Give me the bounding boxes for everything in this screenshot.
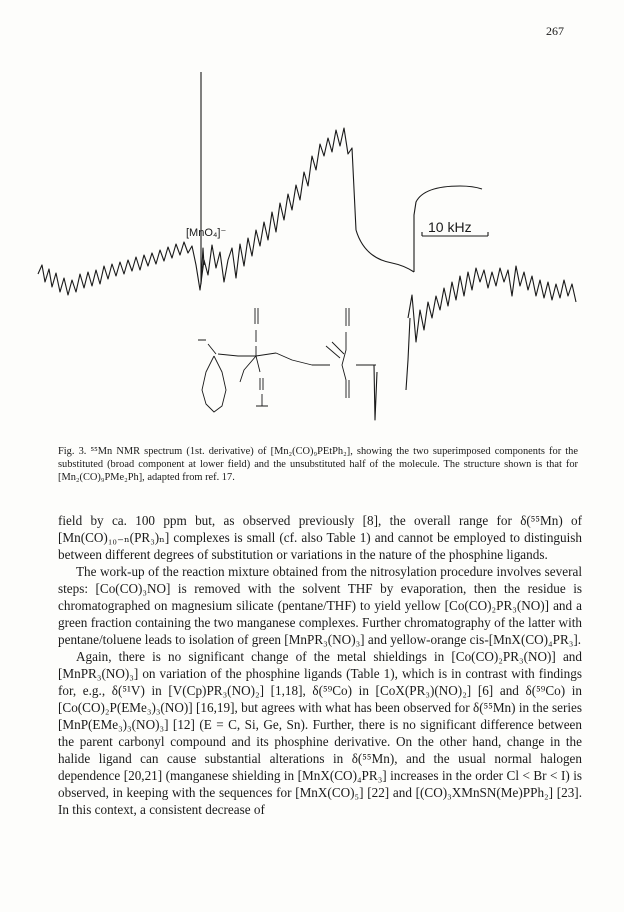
scale-label: 10 kHz — [428, 219, 472, 235]
molecular-structure-drawing — [198, 308, 376, 412]
mno4-reference-peak — [201, 72, 204, 284]
mno4-label: [MnO₄]⁻ — [186, 227, 227, 239]
broad-component-trace — [38, 128, 356, 295]
nmr-spectrum-figure — [30, 60, 586, 438]
right-baseline-trace — [408, 266, 576, 342]
nmr-spectrum-plot — [30, 60, 586, 438]
body-paragraph: The work-up of the reaction mixture obtained from the nitrosylation procedure involves several steps: [Co(CO)₃NO] is removed with the solvent THF by evaporation, then the residue is chromatographed on magnesium silicate (pentane/THF) to yield yellow [Co(CO)₂PR₃(NO)] and a green fraction containing the two manganese complexes. Further chromatography of the latter with pentane/toluene leads to isolation of green [MnPR₃(NO)₃] and yellow-orange cis-[MnX(CO)₄PR₃]. — [58, 564, 582, 647]
sharp-component-trace-lower — [374, 365, 377, 420]
page-number: 267 — [546, 24, 564, 38]
right-lower-tail — [406, 318, 410, 390]
figure-caption: Fig. 3. ⁵⁵Mn NMR spectrum (1st. derivative) of [Mn₂(CO)₉PEtPh₂], showing the two superimposed components for the substituted (broad component at lower field) and the unsubstituted half of the molecule. The structure shown is that for [Mn₂(CO)₉PMe₂Ph], adapted from ref. 17. — [58, 446, 578, 483]
body-paragraph: field by ca. 100 ppm but, as observed previously [8], the overall range for δ(⁵⁵Mn) of [Mn(CO)₁₀₋ₙ(PR₃)ₙ] complexes is small (cf. also Table 1) and cannot be employed to distinguish between different degrees of substitution or variations in the nature of the phosphine ligands. — [58, 513, 582, 562]
sharp-component-trace — [356, 230, 414, 272]
body-paragraph: Again, there is no significant change of the metal shieldings in [Co(CO)₂PR₃(NO)] and [MnPR₃(NO)₃] on variation of the phosphine ligands (Table 1), which is in contrast with findings for, e.g., δ(⁵¹V) in [V(Cp)PR₃(NO)₂] [1,18], δ(⁵⁹Co) in [CoX(PR₃)(NO)₂] [6] and δ(⁵⁹Co) in [Co(CO)₂P(EMe₃)₃(NO)] [16,19], but agrees with what has been observed for δ(⁵⁵Mn) in the series [MnP(EMe₃)₃(NO)₃] [12] (E = C, Si, Ge, Sn). Further, there is no significant difference between the parent carbonyl compound and its phosphine derivative. On the other hand, change in the halide ligand can cause substantial alterations in δ(⁵⁵Mn), and the usual normal halogen dependence [20,21] (manganese shielding in [MnX(CO)₄PR₃] increases in the order Cl < Br < I) is observed, in keeping with the sequences for [MnX(CO)₅] [22] and [(CO)₃XMnSN(Me)PPh₂] [23]. In this context, a consistent decrease of — [58, 649, 582, 817]
body-text — [58, 512, 582, 818]
